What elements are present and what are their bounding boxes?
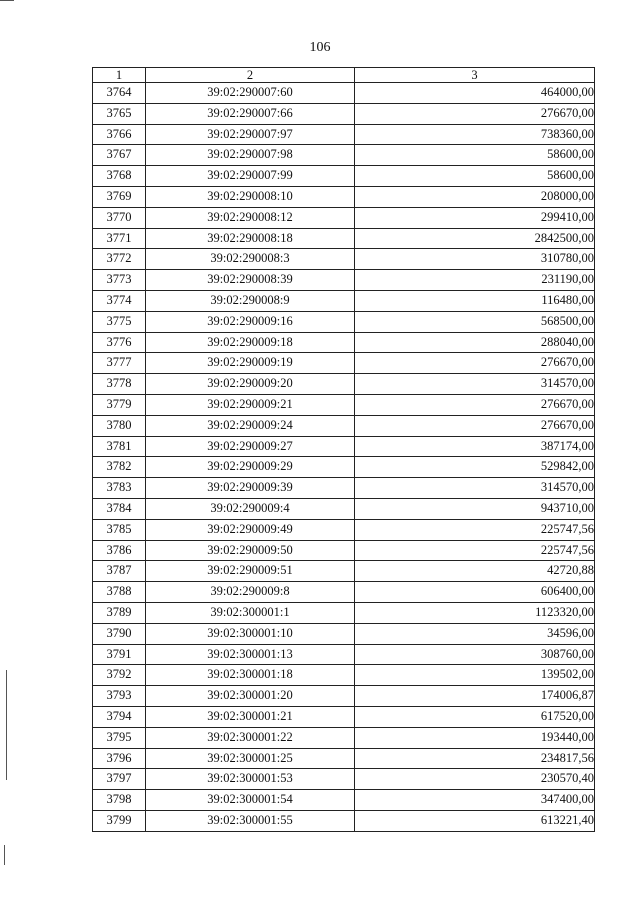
value-cell: 314570,00 [355,478,595,499]
value-cell: 34596,00 [355,623,595,644]
row-number-cell: 3766 [93,124,146,145]
value-cell: 613221,40 [355,810,595,831]
value-cell: 225747,56 [355,519,595,540]
row-number-cell: 3788 [93,582,146,603]
cadastral-number-cell: 39:02:300001:55 [146,810,355,831]
cadastral-number-cell: 39:02:290009:18 [146,332,355,353]
cadastral-number-cell: 39:02:290008:3 [146,249,355,270]
row-number-cell: 3791 [93,644,146,665]
row-number-cell: 3781 [93,436,146,457]
cadastral-number-cell: 39:02:290009:8 [146,582,355,603]
cadastral-number-cell: 39:02:290009:49 [146,519,355,540]
table-row [93,394,595,415]
value-cell: 299410,00 [355,207,595,228]
table-row [93,457,595,478]
value-cell: 230570,40 [355,769,595,790]
row-number-cell: 3798 [93,790,146,811]
value-cell: 529842,00 [355,457,595,478]
column-header-2: 2 [146,68,355,83]
value-cell: 347400,00 [355,790,595,811]
value-cell: 276670,00 [355,394,595,415]
row-number-cell: 3775 [93,311,146,332]
row-number-cell: 3792 [93,665,146,686]
table-row [93,270,595,291]
table-row [93,415,595,436]
value-cell: 310780,00 [355,249,595,270]
row-number-cell: 3789 [93,602,146,623]
table-row [93,228,595,249]
cadastral-number-cell: 39:02:290009:39 [146,478,355,499]
value-cell: 2842500,00 [355,228,595,249]
value-cell: 1123320,00 [355,602,595,623]
cadastral-number-cell: 39:02:290009:50 [146,540,355,561]
value-cell: 116480,00 [355,290,595,311]
table-row [93,478,595,499]
cadastral-number-cell: 39:02:290008:12 [146,207,355,228]
value-cell: 617520,00 [355,706,595,727]
value-cell: 606400,00 [355,582,595,603]
row-number-cell: 3785 [93,519,146,540]
column-header-3: 3 [355,68,595,83]
row-number-cell: 3797 [93,769,146,790]
value-cell: 738360,00 [355,124,595,145]
table-row [93,103,595,124]
row-number-cell: 3767 [93,145,146,166]
row-number-cell: 3795 [93,727,146,748]
value-cell: 276670,00 [355,415,595,436]
header-row [93,68,595,83]
row-number-cell: 3772 [93,249,146,270]
cadastral-number-cell: 39:02:290007:66 [146,103,355,124]
value-cell: 139502,00 [355,665,595,686]
cadastral-number-cell: 39:02:290007:97 [146,124,355,145]
cadastral-number-cell: 39:02:290009:20 [146,374,355,395]
row-number-cell: 3780 [93,415,146,436]
cadastral-number-cell: 39:02:290009:24 [146,415,355,436]
page-number: 106 [309,40,331,55]
value-cell: 231190,00 [355,270,595,291]
cadastral-number-cell: 39:02:300001:10 [146,623,355,644]
cadastral-number-cell: 39:02:300001:1 [146,602,355,623]
table-body [93,83,595,832]
row-number-cell: 3787 [93,561,146,582]
value-cell: 308760,00 [355,644,595,665]
cadastral-number-cell: 39:02:290009:51 [146,561,355,582]
value-cell: 314570,00 [355,374,595,395]
value-cell: 58600,00 [355,145,595,166]
table-row [93,83,595,104]
cadastral-number-cell: 39:02:290008:10 [146,186,355,207]
table-row [93,290,595,311]
value-cell: 208000,00 [355,186,595,207]
value-cell: 288040,00 [355,332,595,353]
table-row [93,769,595,790]
row-number-cell: 3784 [93,498,146,519]
row-number-cell: 3783 [93,478,146,499]
row-number-cell: 3790 [93,623,146,644]
table-row [93,374,595,395]
table-row [93,311,595,332]
cadastral-number-cell: 39:02:290008:9 [146,290,355,311]
table-row [93,790,595,811]
value-cell: 568500,00 [355,311,595,332]
cadastral-number-cell: 39:02:290008:39 [146,270,355,291]
cadastral-number-cell: 39:02:290009:4 [146,498,355,519]
row-number-cell: 3794 [93,706,146,727]
value-cell: 58600,00 [355,166,595,187]
value-cell: 174006,87 [355,686,595,707]
value-cell: 464000,00 [355,83,595,104]
table-row [93,166,595,187]
value-cell: 943710,00 [355,498,595,519]
cadastral-number-cell: 39:02:300001:20 [146,686,355,707]
row-number-cell: 3771 [93,228,146,249]
cadastral-number-cell: 39:02:300001:22 [146,727,355,748]
value-cell: 276670,00 [355,103,595,124]
table-row [93,602,595,623]
row-number-cell: 3776 [93,332,146,353]
scan-edge-mark-bottom [4,845,5,865]
cadastral-number-cell: 39:02:290007:99 [146,166,355,187]
cadastral-number-cell: 39:02:300001:53 [146,769,355,790]
table-row [93,644,595,665]
cadastral-number-cell: 39:02:300001:21 [146,706,355,727]
row-number-cell: 3796 [93,748,146,769]
cadastral-number-cell: 39:02:300001:54 [146,790,355,811]
row-number-cell: 3777 [93,353,146,374]
table-row [93,706,595,727]
table-row [93,519,595,540]
table-row [93,623,595,644]
row-number-cell: 3765 [93,103,146,124]
table-row [93,748,595,769]
row-number-cell: 3774 [93,290,146,311]
table-row [93,665,595,686]
table-row [93,727,595,748]
column-header-1: 1 [93,68,146,83]
cadastral-number-cell: 39:02:290007:98 [146,145,355,166]
cadastral-number-cell: 39:02:290009:19 [146,353,355,374]
row-number-cell: 3799 [93,810,146,831]
cadastral-value-table [92,67,595,832]
value-cell: 387174,00 [355,436,595,457]
row-number-cell: 3779 [93,394,146,415]
value-cell: 234817,56 [355,748,595,769]
row-number-cell: 3770 [93,207,146,228]
table-row [93,436,595,457]
cadastral-number-cell: 39:02:290009:29 [146,457,355,478]
row-number-cell: 3793 [93,686,146,707]
value-cell: 193440,00 [355,727,595,748]
scan-edge-mark-left [6,670,7,780]
cadastral-number-cell: 39:02:290008:18 [146,228,355,249]
cadastral-number-cell: 39:02:290009:21 [146,394,355,415]
value-cell: 225747,56 [355,540,595,561]
cadastral-number-cell: 39:02:300001:18 [146,665,355,686]
table-row [93,186,595,207]
cadastral-number-cell: 39:02:290009:27 [146,436,355,457]
table-row [93,332,595,353]
value-cell: 42720,88 [355,561,595,582]
table-row [93,540,595,561]
table-row [93,686,595,707]
row-number-cell: 3764 [93,83,146,104]
row-number-cell: 3778 [93,374,146,395]
cadastral-number-cell: 39:02:300001:25 [146,748,355,769]
table-row [93,249,595,270]
table-row [93,124,595,145]
table-row [93,561,595,582]
table-header [93,68,595,83]
row-number-cell: 3773 [93,270,146,291]
row-number-cell: 3782 [93,457,146,478]
table-row [93,498,595,519]
table-row [93,582,595,603]
cadastral-number-cell: 39:02:300001:13 [146,644,355,665]
row-number-cell: 3769 [93,186,146,207]
table-row [93,810,595,831]
cadastral-number-cell: 39:02:290007:60 [146,83,355,104]
table-row [93,207,595,228]
scan-edge-mark-top [0,0,14,1]
value-cell: 276670,00 [355,353,595,374]
cadastral-number-cell: 39:02:290009:16 [146,311,355,332]
table-row [93,145,595,166]
table-row [93,353,595,374]
row-number-cell: 3786 [93,540,146,561]
row-number-cell: 3768 [93,166,146,187]
